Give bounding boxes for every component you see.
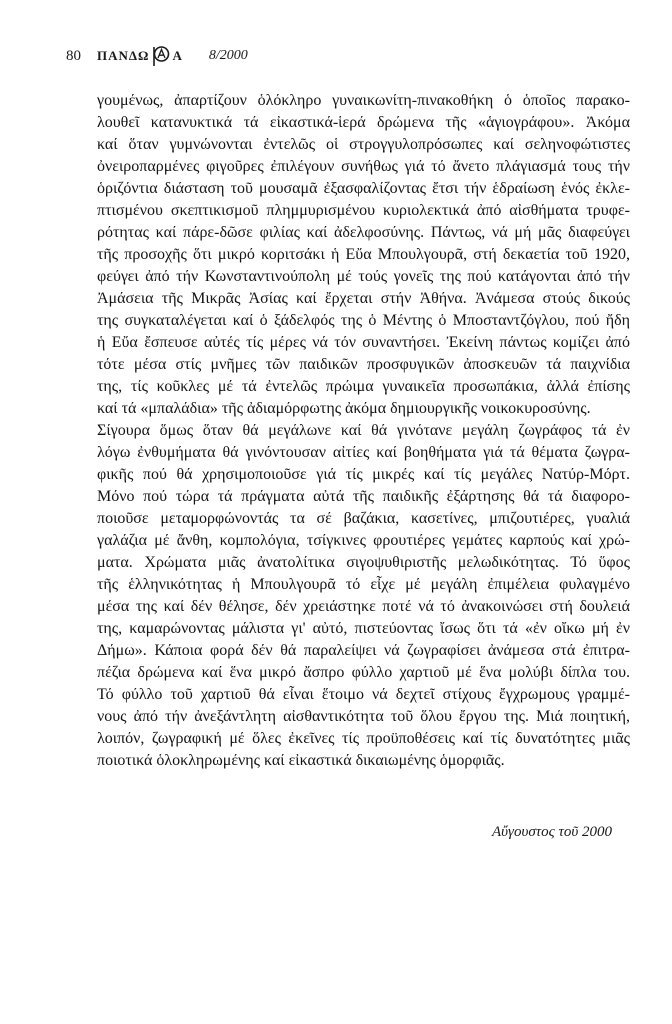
text-line: Τό φύλλο τοῦ χαρτιοῦ θά εἶναι ἕτοιμο νά δεχτεῖ στίχους ἔγχρωμους γραμμέ-: [97, 686, 630, 703]
text-line: γαλάζια μέ ἄνθη, κομπολόγια, τσίγκινες φρουτιέρες γεμάτες καρπούς καί χρώ-: [97, 532, 630, 549]
journal-name-start: ΠΑΝΔΩ: [97, 48, 150, 63]
journal-name-end: Α: [172, 48, 183, 63]
text-line: της συγκαταλέγεται καί ὁ ξάδελφός της ὁ Μέντης ὁ Μποσταντζόγλου, πού ἤδη: [97, 312, 630, 329]
text-line: φεύγει ἀπό τήν Κωνσταντινούπολη μέ τούς γονεῖς της πού κατάγονται ἀπό τήν: [97, 268, 630, 285]
text-line: ὀνειροπαρμένες φιγοῦρες ἐπιλέγουν συνήθως γιά τό ἄνετο πλάγιασμά τους τήν: [97, 158, 630, 175]
text-line: Μόνο πού τώρα τά πράγματα αὐτά τῆς παιδικῆς ἐξάρτησης θά τά διαφορο-: [97, 488, 630, 505]
text-line: τῆς προσοχῆς ὅτι μικρό κοριτσάκι ἡ Εὔα Μπουλγουρᾶ, στή δεκαετία τοῦ 1920,: [97, 246, 630, 263]
text-line: Σίγουρα ὅμως ὅταν θά μεγάλωνε καί θά γινότανε μεγάλη ζωγράφος τά ἐν: [97, 422, 630, 439]
text-line: λόγω ἐνθυμήματα θά γινόντουσαν αἰτίες καί βοηθήματα γιά τά θέματα ζωγρα-: [97, 444, 630, 461]
page-header: [66, 44, 248, 68]
text-line: τότε μέσα στίς μνῆμες τῶν παιδικῶν προσφυγικῶν ἀποσκευῶν τά παιχνίδια: [97, 356, 630, 373]
date-signature: Αὔγουστος τοῦ 2000: [492, 824, 612, 840]
text-line: λουθεῖ κατανυκτικά τά εἰκαστικά-ἱερά δρώμενα τῆς «ἁγιογράφου». Ἀκόμα: [97, 114, 630, 131]
journal-name: [97, 45, 183, 67]
text-line: φικῆς πού θά χρησιμοποιοῦσε γιά τίς μικρές καί τίς μεγάλες Νατύρ-Μόρτ.: [97, 466, 630, 483]
text-line: λοιπόν, ζωγραφική μέ ὅλες ἐκεῖνες τίς προϋποθέσεις καί τίς δυνατότητες μιᾶς: [97, 730, 630, 747]
text-line: καί ὅταν γυμνώνονται ἐντελῶς οἱ στρογγυλοπρόσωπες καί σεληνοφώτιστες: [97, 136, 630, 153]
text-line: ποιοτικά ὁλοκληρωμένης καί εἰκαστικά δικαιωμένης ὁμορφιᾶς.: [97, 752, 505, 769]
text-line: ποιοῦσε μεταμορφώνοντάς τα σέ βαζάκια, κασετίνες, μπιζουτιέρες, γυαλιά: [97, 510, 630, 527]
article-text: [97, 90, 630, 772]
text-line: ἡ Εὔα ἔσπευσε αὐτές τίς μέρες νά τόν συναντήσει. Ἐκείνη πάντως κομίζει ἀπό: [97, 334, 630, 351]
text-line: τῆς ἑλληνικότητας ἡ Μπουλγουρᾶ τό εἶχε μέ μεγάλη ἐπιμέλεια φυλαγμένο: [97, 576, 630, 593]
text-line: Ἀμάσεια τῆς Μικρᾶς Ἀσίας καί ἔρχεται στήν Ἀθήνα. Ἀνάμεσα στούς δικούς: [97, 290, 630, 307]
text-line: ὁριζόντια διάσταση τοῦ μουσαμᾶ ἐξασφαλίζοντας ἔτσι τήν ἑδραίωση ἑνός ἐκλε-: [97, 180, 630, 197]
text-line: ρότητας καί πάρε-δῶσε φιλίας καί ἀδελφοσύνης. Πάντως, νά μή μᾶς διαφεύγει: [97, 224, 630, 241]
page-number: 80: [66, 47, 81, 64]
text-line: ματα. Χρώματα μιᾶς ἀνατολίτικα σιγοψυθιριστῆς μελωδικότητας. Τό ὕφος: [97, 554, 630, 571]
text-line: νους ἀπό τήν ἀνεξάντλητη αἰσθαντικότητα τοῦ ὅλου ἔργου της. Μιά ποιητική,: [97, 708, 630, 725]
journal-emblem-icon: [151, 45, 171, 67]
text-line: της, τίς κοῦκλες μέ τά ἐντελῶς πρώιμα γυναικεῖα προσωπάκια, ἀλλά ἐπίσης: [97, 378, 630, 395]
text-line: μέσα της καί δέν θέλησε, δέν χρειάστηκε ποτέ νά τό ἀνακοινώσει στή δουλειά: [97, 598, 630, 615]
issue-number: 8/2000: [208, 48, 248, 63]
text-line: γουμένως, ἀπαρτίζουν ὁλόκληρο γυναικωνίτη-πινακοθήκη ὁ ὁποῖος παρακο-: [97, 92, 630, 109]
text-line: της, καμαρώνοντας μάλιστα γι' αὐτό, πιστεύοντας ἴσως ὅτι τά «ἐν οἴκω μή ἐν: [97, 620, 630, 637]
text-line: πτισμένου σκεπτικισμοῦ πλημμυρισμένου κυριολεκτικά ἀπό αἰσθήματα τρυφε-: [97, 202, 630, 219]
text-line: πέζια δρώμενα καί ἕνα μικρό ἄσπρο φύλλο χαρτιοῦ μέ ἕνα μολύβι δίπλα του.: [97, 664, 630, 681]
text-line: Δήμω». Κάποια φορά δέν θά παραλείψει νά ζωγραφίσει ἀνάμεσα στά ἐπιτρα-: [97, 642, 630, 659]
text-line: καί τά «μπαλάδια» τῆς ἀδιαμόρφωτης ἀκόμα δημιουργικῆς νοικοκυροσύνης.: [97, 400, 591, 417]
